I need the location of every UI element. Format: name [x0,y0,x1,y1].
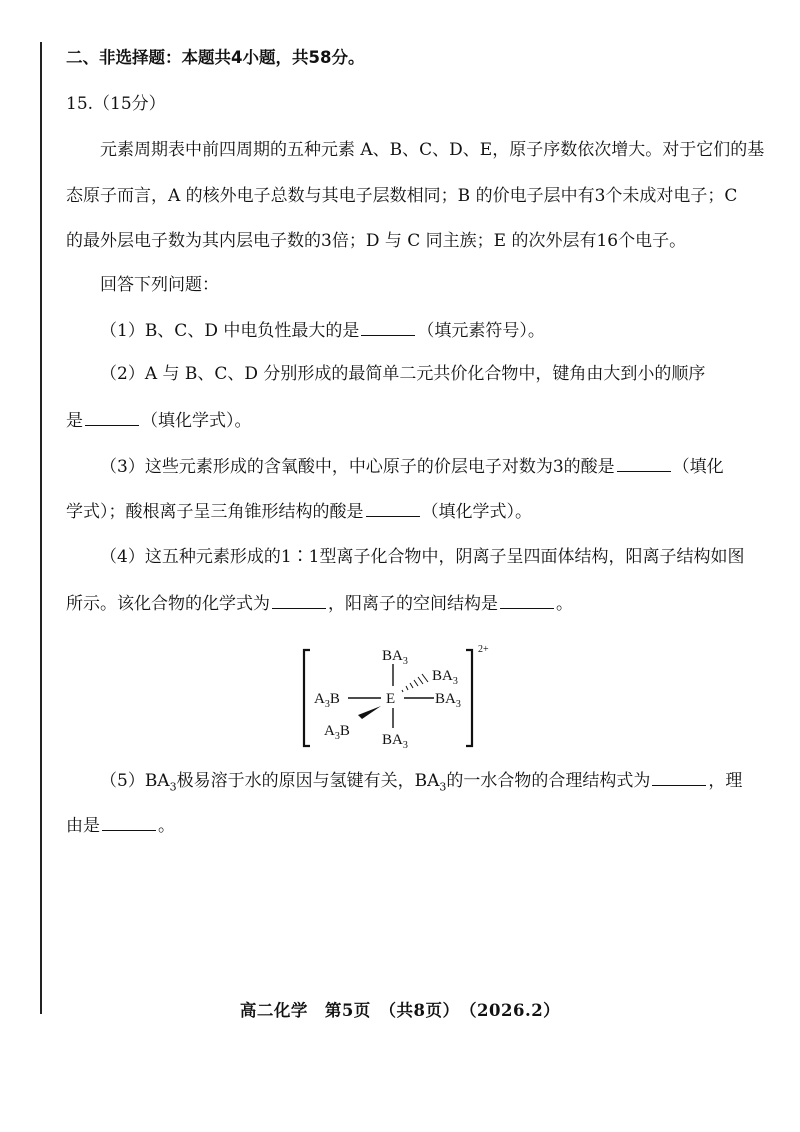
ligand-top-sub: 3 [402,656,408,667]
answer-blank[interactable] [652,768,706,786]
part-5-text-b: 极易溶于水的原因与氢键有关，BA [176,771,440,791]
part-4-line-1: （4）这五种元素形成的1∶1型离子化合物中，阴离子呈四面体结构，阳离子结构如图 [100,547,745,567]
part-1 [100,318,780,343]
ligand-left-b: B [329,691,340,707]
left-bracket [304,650,310,746]
part-2-line-2 [66,408,746,433]
part-3-suffix-2: （填化学式）。 [421,502,532,522]
intro-line-3: 的最外层电子数为其内层电子数的3倍；D 与 C 同主族；E 的次外层有16个电子。 [66,231,687,251]
part-4-line-2 [66,591,746,616]
answer-blank[interactable] [361,318,415,336]
intro-line-2: 态原子而言，A 的核外电子总数与其电子层数相同；B 的价电子层中有3个未成对电子；C [66,186,738,206]
ligand-right [435,691,461,710]
ligand-lower-left [324,723,350,742]
intro-line-1: 元素周期表中前四周期的五种元素 A、B、C、D、E，原子序数依次增大。对于它们的基 [100,140,765,160]
question-number: 15.（15分） [66,94,166,114]
ligand-upper-right [432,668,458,687]
part-5-sub-2: 3 [439,780,447,794]
part-5-text-d: ，理 [708,771,743,791]
answer-blank[interactable] [85,408,139,426]
center-atom: E [386,691,396,707]
ligand-bottom-label: BA [382,732,403,748]
section-heading: 二、非选择题：本题共4小题，共58分。 [66,48,365,67]
right-bracket [466,650,472,746]
part-4-text: 所示。该化合物的化学式为 [66,594,270,614]
ligand-left-a: A [314,691,325,707]
part-1-suffix: （填元素符号）。 [417,321,545,341]
answer-blank[interactable] [102,813,156,831]
part-2-suffix: （填化学式）。 [141,411,252,431]
answer-prompt: 回答下列问题： [100,275,219,295]
part-5-text-c: 的一水合物的合理结构式为 [446,771,651,791]
part-2-text: 是 [66,411,83,431]
part-5-line-1 [100,768,780,799]
part-1-text: （1）B、C、D 中电负性最大的是 [100,321,360,341]
part-3-text: （3）这些元素形成的含氧酸中，中心原子的价层电子对数为3的酸是 [100,457,615,477]
answer-blank[interactable] [272,591,326,609]
ligand-bottom-sub: 3 [402,740,408,751]
page-margin-rule [40,42,42,1014]
part-5-sub-1: 3 [169,780,177,794]
ligand-right-label: BA [435,691,456,707]
ligand-top [382,648,408,667]
ligand-bottom [382,732,408,751]
ligand-upper-right-label: BA [432,668,453,684]
ligand-right-sub: 3 [455,699,461,710]
part-5-text-a: （5）BA [100,771,170,791]
ligand-upper-right-sub: 3 [452,676,458,687]
ligand-lower-left-a: A [324,723,335,739]
part-5-line-2 [66,813,746,838]
part-3-text-2: 学式）；酸根离子呈三角锥形结构的酸是 [66,502,364,522]
cation-structure-svg [296,640,506,752]
part-3-line-2 [66,499,746,524]
part-2-line-1: （2）A 与 B、C、D 分别形成的最简单二元共价化合物中，键角由大到小的顺序 [100,364,706,384]
ligand-top-label: BA [382,648,403,664]
cation-structure-diagram [296,640,506,752]
part-5-text-e: 由是 [66,816,100,836]
answer-blank[interactable] [617,454,671,472]
page-footer: 高二化学 第5页 （共8页） （2026.2） [239,1001,561,1020]
ligand-left [314,691,340,710]
part-3-suffix: （填化 [672,457,724,477]
cation-charge: 2+ [478,644,489,655]
part-4-text-2: ，阳离子的空间结构是 [328,594,498,614]
part-3-line-1 [100,454,780,479]
ligand-left-sub: 3 [324,699,330,710]
ligand-lower-left-b: B [339,723,350,739]
hashed-bond [402,674,428,692]
answer-blank[interactable] [500,591,554,609]
ligand-lower-left-sub: 3 [334,731,340,742]
wedge-bond [358,706,381,719]
answer-blank[interactable] [366,499,420,517]
part-5-suffix: 。 [158,816,175,836]
part-4-suffix: 。 [556,594,573,614]
